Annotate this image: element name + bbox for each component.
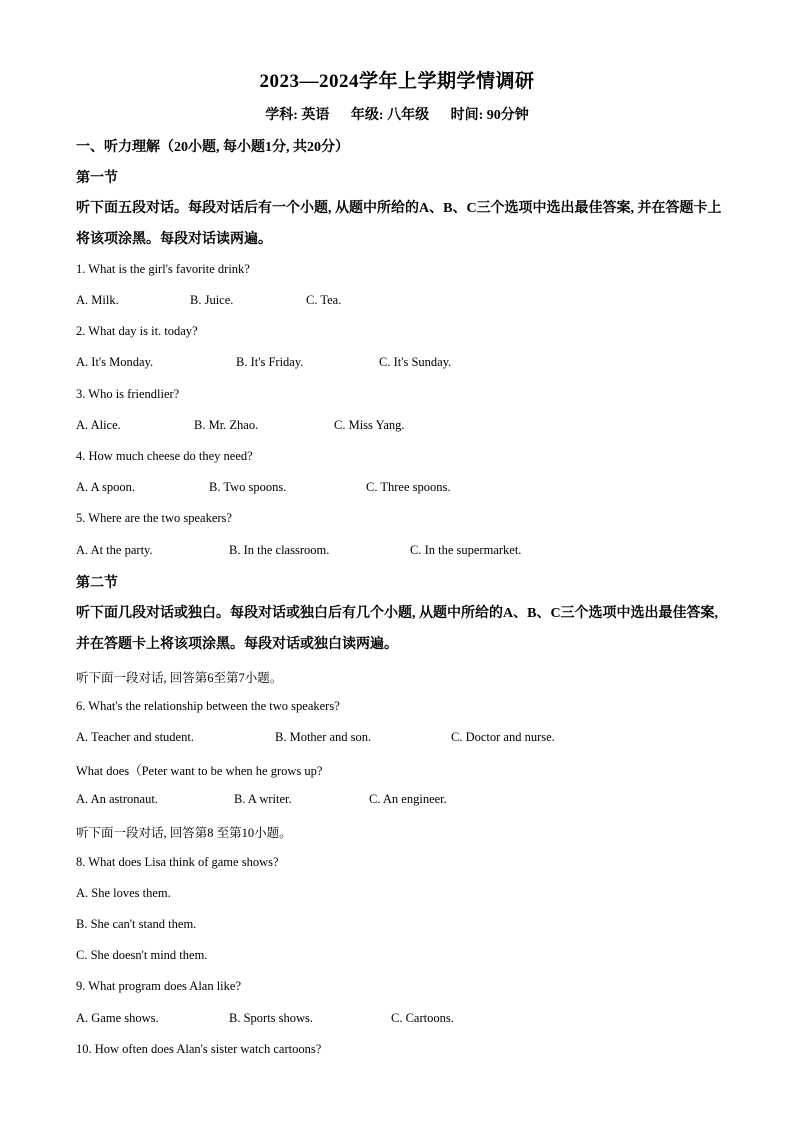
- option-a: A. Milk.: [76, 293, 119, 307]
- option-b: B. Two spoons.: [209, 480, 287, 494]
- lead-in-6-7: 听下面一段对话, 回答第6至第7小题。: [76, 671, 283, 685]
- part2-label: 第二节: [76, 576, 118, 591]
- option-c: C. Tea.: [306, 293, 342, 307]
- option-c: C. Three spoons.: [366, 480, 451, 494]
- option-a: A. An astronaut.: [76, 792, 158, 806]
- question-stem: 6. What's the relationship between the two speakers?: [76, 699, 340, 713]
- question-stem: 9. What program does Alan like?: [76, 979, 242, 993]
- option-a: A. Teacher and student.: [76, 730, 194, 744]
- section-heading: 一、听力理解（20小题, 每小题1分, 共20分）: [76, 140, 349, 155]
- question-stem: 8. What does Lisa think of game shows?: [76, 855, 279, 869]
- option-a: A. Alice.: [76, 418, 121, 432]
- part1-label: 第一节: [76, 171, 118, 186]
- exam-title: 2023—2024学年上学期学情调研: [259, 71, 535, 92]
- grade-info: 年级: 八年级: [350, 108, 430, 123]
- option-c: C. She doesn't mind them.: [76, 948, 208, 962]
- option-b: B. She can't stand them.: [76, 917, 197, 931]
- option-b: B. Sports shows.: [229, 1011, 314, 1025]
- option-c: C. It's Sunday.: [379, 355, 452, 369]
- option-c: C. An engineer.: [369, 792, 447, 806]
- part1-instructions: 听下面五段对话。每段对话后有一个小题, 从题中所给的A、B、C三个选项中选出最佳答案, 并在答题卡上将该项涂黑。每段对话读两遍。: [76, 201, 722, 247]
- option-b: B. It's Friday.: [236, 355, 304, 369]
- question-stem: 5. Where are the two speakers?: [76, 511, 232, 525]
- question-stem: 10. How often does Alan's sister watch cartoons?: [76, 1042, 322, 1056]
- option-b: B. A writer.: [234, 792, 292, 806]
- option-c: C. Cartoons.: [391, 1011, 454, 1025]
- question-stem: 3. Who is friendlier?: [76, 387, 180, 401]
- exam-info: [0, 104, 794, 124]
- subject-info: 学科: 英语: [265, 108, 330, 123]
- time-info: 时间: 90分钟: [450, 108, 529, 123]
- option-b: B. Mother and son.: [275, 730, 372, 744]
- lead-in-8-10: 听下面一段对话, 回答第8 至第10小题。: [76, 826, 292, 840]
- option-c: C. Doctor and nurse.: [451, 730, 555, 744]
- part2-instructions: 听下面几段对话或独白。每段对话或独白后有几个小题, 从题中所给的A、B、C三个选项中选出最佳答案, 并在答题卡上将该项涂黑。每段对话或独白读两遍。: [76, 606, 719, 652]
- option-a: A. At the party.: [76, 543, 153, 557]
- question-stem: What does（Peter want to be when he grows up?: [76, 764, 323, 778]
- question-stem: 2. What day is it. today?: [76, 324, 198, 338]
- question-stem: 1. What is the girl's favorite drink?: [76, 262, 250, 276]
- option-b: B. In the classroom.: [229, 543, 330, 557]
- option-a: A. She loves them.: [76, 886, 171, 900]
- option-b: B. Mr. Zhao.: [194, 418, 259, 432]
- option-a: A. It's Monday.: [76, 355, 154, 369]
- option-c: C. Miss Yang.: [334, 418, 405, 432]
- question-stem: 4. How much cheese do they need?: [76, 449, 253, 463]
- option-c: C. In the supermarket.: [410, 543, 522, 557]
- option-b: B. Juice.: [190, 293, 234, 307]
- option-a: A. A spoon.: [76, 480, 136, 494]
- option-a: A. Game shows.: [76, 1011, 159, 1025]
